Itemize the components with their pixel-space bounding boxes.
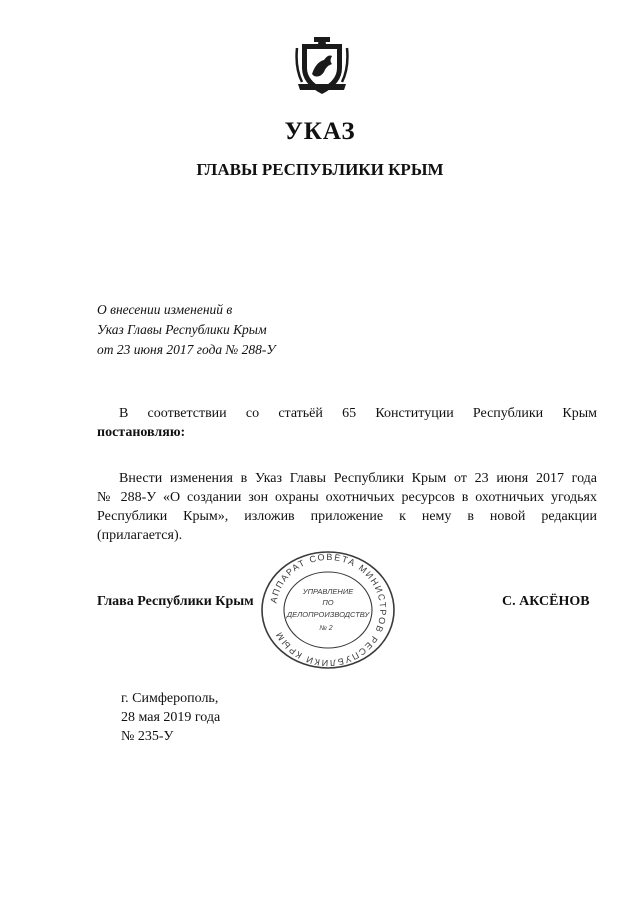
subject-line: Указ Главы Республики Крым bbox=[97, 322, 267, 337]
official-stamp bbox=[258, 548, 398, 672]
body-line: (прилагается). bbox=[97, 528, 183, 543]
document-footer bbox=[121, 689, 220, 746]
stamp-line: УПРАВЛЕНИЕ bbox=[302, 587, 354, 596]
document-subtitle: ГЛАВЫ РЕСПУБЛИКИ КРЫМ bbox=[196, 160, 444, 179]
subject-line: О внесении изменений в bbox=[97, 302, 233, 317]
preamble-paragraph bbox=[97, 404, 597, 442]
body-line: Внести изменения в Указ Главы Республики Крым от 23 июня 2017 года bbox=[119, 471, 597, 486]
body-paragraph bbox=[97, 469, 597, 545]
preamble-text: В соответствии со статьёй 65 Конституции Республики Крым bbox=[119, 406, 597, 421]
subject-line: от 23 июня 2017 года № 288-У bbox=[97, 342, 276, 357]
place-city: г. Симферополь, bbox=[121, 691, 219, 706]
stamp-outer-text: АППАРАТ СОВЕТА МИНИСТРОВ РЕСПУБЛИКИ КРЫМ bbox=[268, 551, 389, 669]
preamble-keyword: постановляю: bbox=[97, 425, 186, 440]
document-title: УКАЗ bbox=[284, 118, 356, 145]
signatory-position: Глава Республики Крым bbox=[97, 594, 254, 609]
document-date: 28 мая 2019 года bbox=[121, 710, 221, 725]
stamp-line: ПО bbox=[322, 598, 334, 607]
stamp-number: № 2 bbox=[319, 625, 333, 632]
document-subject bbox=[97, 300, 275, 360]
signatory-name: С. АКСЁНОВ bbox=[502, 594, 590, 609]
body-line: Республики Крым», изложив приложение к нему в новой редакции bbox=[97, 509, 597, 524]
stamp-line: ДЕЛОПРОИЗВОДСТВУ bbox=[286, 610, 370, 619]
document-number: № 235-У bbox=[121, 729, 174, 744]
crimea-coat-of-arms-icon bbox=[294, 34, 350, 98]
body-line: № 288-У «О создании зон охраны охотничьих ресурсов в охотничьих угодьях bbox=[97, 490, 597, 505]
